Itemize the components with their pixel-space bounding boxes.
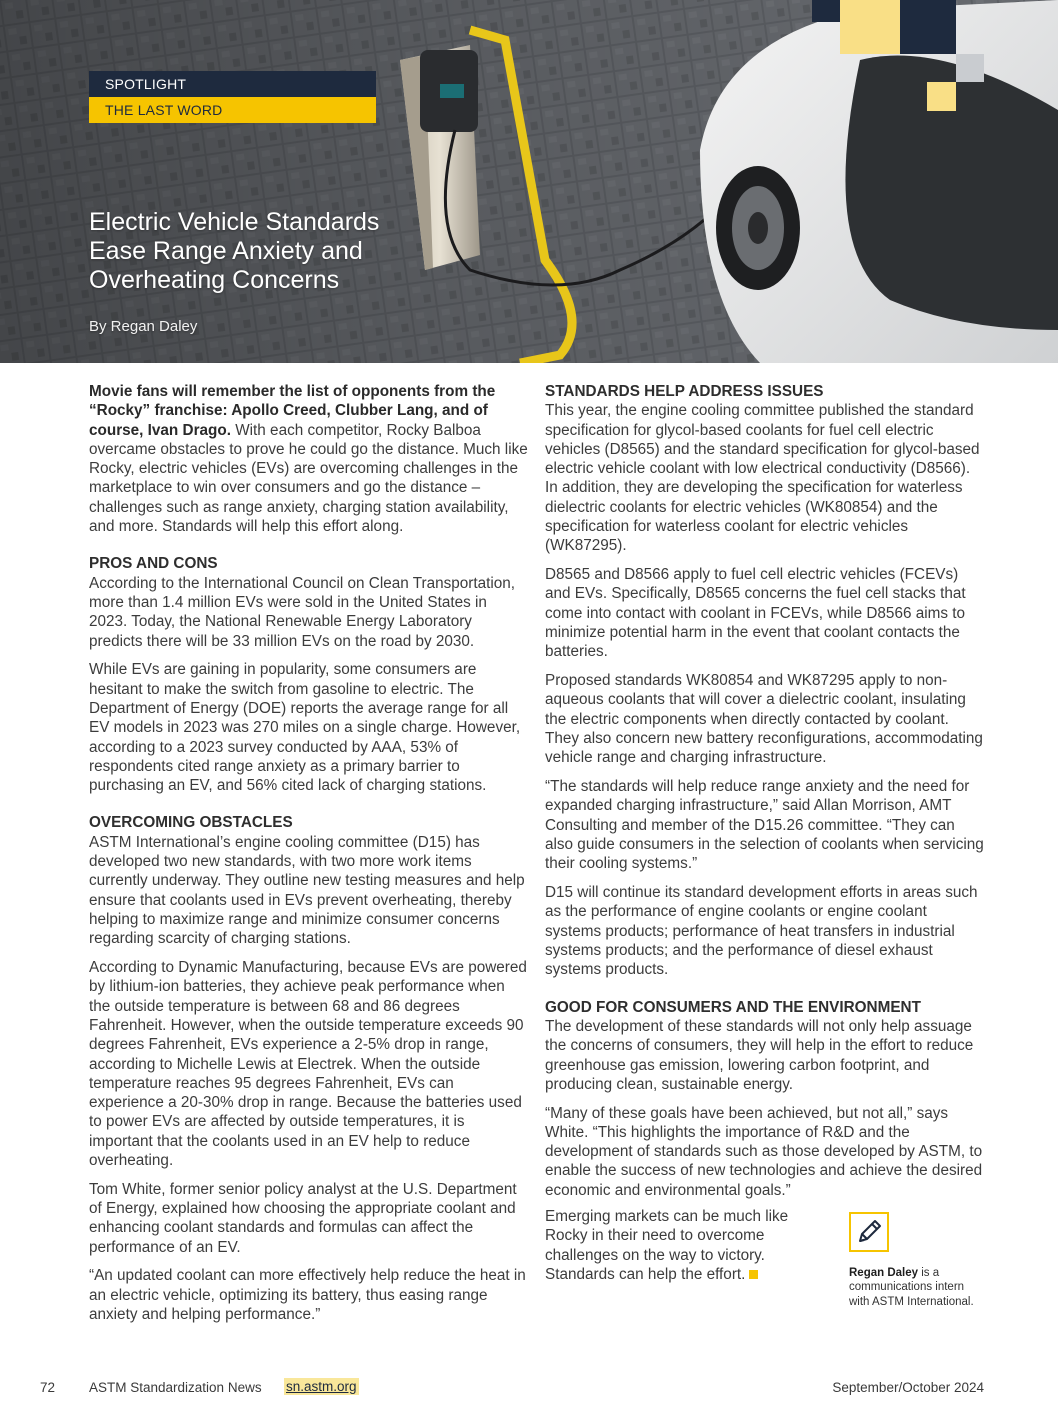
paragraph: According to Dynamic Manufacturing, because EVs are powered by lithium-ion batteries, they achieve peak performance when the outside temperature is between 68 and 86 degrees Fahrenheit. However, when the outside temperature exceeds 90 degrees Fahrenheit, EVs experience a 2-5% drop in range, according to Michelle Lewis at Electrek. When the outside temperature reaches 95 degrees Fahrenheit, EVs can experience a 20-30% drop in range. Because the batteries used to power EVs are affected by outside temperatures, it is important that the coolants used in an EV help to reduce overheating. xyxy=(89,959,527,1169)
closing-paragraph xyxy=(545,1207,810,1284)
right-column xyxy=(545,382,985,1210)
hero-photo xyxy=(0,0,1058,363)
tag-the-last-word: THE LAST WORD xyxy=(89,97,376,123)
author-description: is a communications intern with ASTM International. xyxy=(849,1267,974,1308)
hero-banner xyxy=(0,0,1058,363)
publication-link[interactable]: sn.astm.org xyxy=(286,1379,357,1394)
pencil-icon xyxy=(849,1212,889,1252)
paragraph: While EVs are gaining in popularity, some consumers are hesitant to make the switch from gasoline to electric. The Department of Energy (DOE) reports the average range for all EV models in 2023 was 270 miles on a single charge. However, according to a 2023 survey conducted by AAA, 53% of respondents cited range anxiety as a primary barrier to purchasing an EV, and 56% cited lack of charging stations. xyxy=(89,661,521,795)
page-footer xyxy=(0,1380,1058,1400)
paragraph: D15 will continue its standard development efforts in areas such as the performance of engine coolants or engine coolant systems products; performance of heat transfers in industrial systems products; and the performance of diesel exhaust systems products. xyxy=(545,884,978,979)
paragraph: This year, the engine cooling committee published the standard specification for glycol-based coolants for fuel cell electric vehicles (D8565) and the standard specification for glycol-based electric vehicle coolant with low electrical conductivity (D8566). In addition, they are developing the specification for waterless dielectric coolants for electric vehicles (WK80854) and the specification for waterless coolant for electric vehicles (WK87295). xyxy=(545,402,980,555)
intro-paragraph xyxy=(89,382,529,536)
section-heading-standards-help: STANDARDS HELP ADDRESS ISSUES xyxy=(545,383,824,400)
paragraph: The development of these standards will not only help assuage the concerns of consumers, they will help in the effort to reduce greenhouse gas emission, lowering carbon footprint, and producing clean, sustainable energy. xyxy=(545,1017,974,1093)
intro-lead: Movie fans will remember the list of opponents from the “Rocky” franchise: Apollo Creed, Clubber Lang, and of course, Ivan Drago. xyxy=(89,383,496,439)
section-heading-pros-cons: PROS AND CONS xyxy=(89,555,218,573)
paragraph: “The standards will help reduce range anxiety and the need for expanded charging infrastructure,” said Allan Morrison, AMT Consulting and member of the D15.26 committee. “They can also guide consumers in the selection of coolants when servicing their cooling systems.” xyxy=(545,778,984,873)
article-title: Electric Vehicle Standards Ease Range Anxiety and Overheating Concerns xyxy=(89,208,380,294)
author-name: Regan Daley xyxy=(849,1267,919,1279)
paragraph: ASTM International’s engine cooling committee (D15) has developed two new standards, with two more work items currently underway. They outline new testing measures and help ensure that coolants used in EVs prevent overheating, thereby helping to maximize range and minimize consumer concerns regarding scarcity of charging stations. xyxy=(89,833,525,948)
paragraph: “An updated coolant can more effectively help reduce the heat in an electric vehicle, optimizing its battery, thus easing range anxiety and helping performance.” xyxy=(89,1267,526,1324)
tag-spotlight: SPOTLIGHT xyxy=(89,71,376,97)
publication-name: ASTM Standardization News xyxy=(89,1380,262,1395)
closing-text: Emerging markets can be much like Rocky in their need to overcome challenges on the way to victory. Standards can help the effort. xyxy=(545,1208,789,1283)
paragraph: Proposed standards WK80854 and WK87295 apply to non-aqueous coolants that will cover a dielectric coolant, insulating the electric components when directly contacted by coolant. They also concern new battery reconfigurations, accommodating vehicle range and charging infrastructure. xyxy=(545,672,983,767)
end-mark-icon xyxy=(749,1270,758,1279)
paragraph: According to the International Council on Clean Transportation, more than 1.4 million EVs were sold in the United States in 2023. Today, the National Renewable Energy Laboratory predicts there will be 33 million EVs on the road by 2030. xyxy=(89,574,516,650)
article-byline: By Regan Daley xyxy=(89,318,198,335)
issue-date: September/October 2024 xyxy=(832,1380,984,1395)
paragraph: Tom White, former senior policy analyst at the U.S. Department of Energy, explained how choosing the appropriate coolant and enhancing coolant standards and formulas can affect the performance of an EV. xyxy=(89,1180,517,1256)
author-bio xyxy=(849,1266,984,1309)
paragraph: “Many of these goals have been achieved, but not all,” says White. “This highlights the importance of R&D and the development of standards such as those developed by ASTM, to enable the success of new technologies and achieve the desired economic and environmental goals.” xyxy=(545,1104,983,1199)
section-heading-good-for-consumers: GOOD FOR CONSUMERS AND THE ENVIRONMENT xyxy=(545,998,921,1016)
paragraph: D8565 and D8566 apply to fuel cell electric vehicles (FCEVs) and EVs. Specifically, D8565 concerns the fuel cell stacks that come into contact with coolant in FCEVs, while D8566 aims to minimize potential harm in the event that coolant contacts the batteries. xyxy=(545,566,966,661)
left-column xyxy=(89,382,529,1334)
intro-body: With each competitor, Rocky Balboa overcame obstacles to prove he could go the distance. Much like Rocky, electric vehicles (EVs) are overcoming challenges in the marketplace to win over consumers and go the distance – challenges such as range anxiety, charging station availability, and more. Standards will help this effort along. xyxy=(89,421,528,536)
page-number: 72 xyxy=(40,1380,56,1395)
author-box xyxy=(849,1212,984,1309)
section-heading-overcoming-obstacles: OVERCOMING OBSTACLES xyxy=(89,814,293,832)
